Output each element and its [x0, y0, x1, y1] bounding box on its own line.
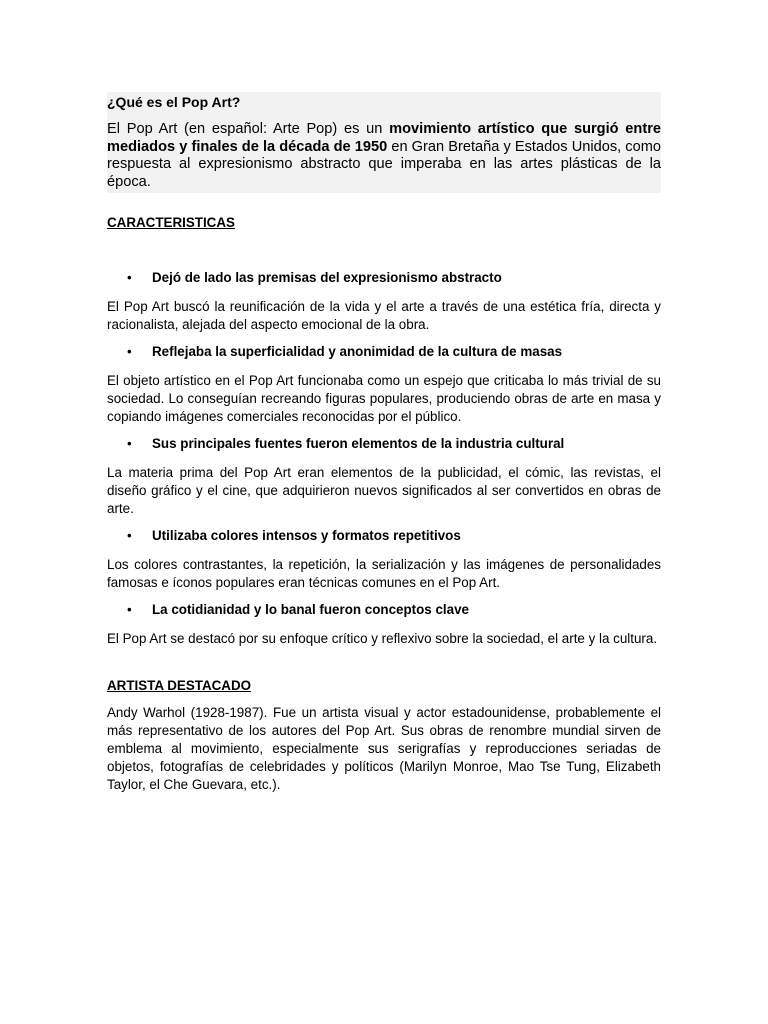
bullet-item-4: • Utilizaba colores intensos y formatos repetitivos [107, 528, 661, 544]
intro-text-part1: El Pop Art (en español: Arte Pop) es un [107, 121, 390, 137]
bullet-paragraph-2: El objeto artístico en el Pop Art funcionaba como un espejo que criticaba lo más trivial de su sociedad. Lo conseguían recreando figuras populares, produciendo obras de arte en masa y copiando imágenes comerciales reconocidas por el público. [107, 373, 661, 424]
intro-text-part2: en Gran Bretaña y Estados Unidos, como respuesta al expresionismo abstracto que imperaba en las artes plásticas de la época. [107, 138, 661, 190]
intro-paragraph [107, 121, 661, 191]
bullet-paragraph-5: El Pop Art se destacó por su enfoque crítico y reflexivo sobre la sociedad, el arte y la cultura. [107, 631, 658, 646]
intro-text-bold: movimiento artístico que surgió entre mediados y finales de la década de 1950 [107, 121, 661, 155]
caracteristicas-heading: CARACTERISTICAS [107, 215, 235, 230]
bullet-paragraph-1: El Pop Art buscó la reunificación de la vida y el arte a través de una estética fría, directa y racionalista, alejada del aspecto emocional de la obra. [107, 299, 661, 332]
bullet-item-1: • Dejó de lado las premisas del expresionismo abstracto [107, 270, 661, 286]
bullet-paragraph-4: Los colores contrastantes, la repetición, la serialización y las imágenes de personalidades famosas e íconos populares eran técnicas comunes en el Pop Art. [107, 557, 661, 590]
intro-title: ¿Qué es el Pop Art? [107, 94, 241, 110]
bullet-paragraph-3: La materia prima del Pop Art eran elementos de la publicidad, el cómic, las revistas, el diseño gráfico y el cine, que adquirieron nuevos significados al ser convertidos en obras de arte. [107, 465, 661, 516]
intro-box [107, 92, 661, 193]
bullet-item-2: • Reflejaba la superficialidad y anonimidad de la cultura de masas [107, 344, 661, 360]
bullet-item-3: • Sus principales fuentes fueron elementos de la industria cultural [107, 436, 661, 452]
document-page [107, 92, 661, 794]
bullet-item-5: • La cotidianidad y lo banal fueron conceptos clave [107, 602, 661, 618]
artista-heading: ARTISTA DESTACADO [107, 678, 252, 693]
artista-paragraph: Andy Warhol (1928-1987). Fue un artista visual y actor estadounidense, probablemente el más representativo de los autores del Pop Art. Sus obras de renombre mundial sirven de emblema al movimiento, especialmente sus serigrafías y reproducciones seriadas de objetos, fotografías de celebridades y políticos (Marilyn Monroe, Mao Tse Tung, Elizabeth Taylor, el Che Guevara, etc.). [107, 705, 661, 792]
